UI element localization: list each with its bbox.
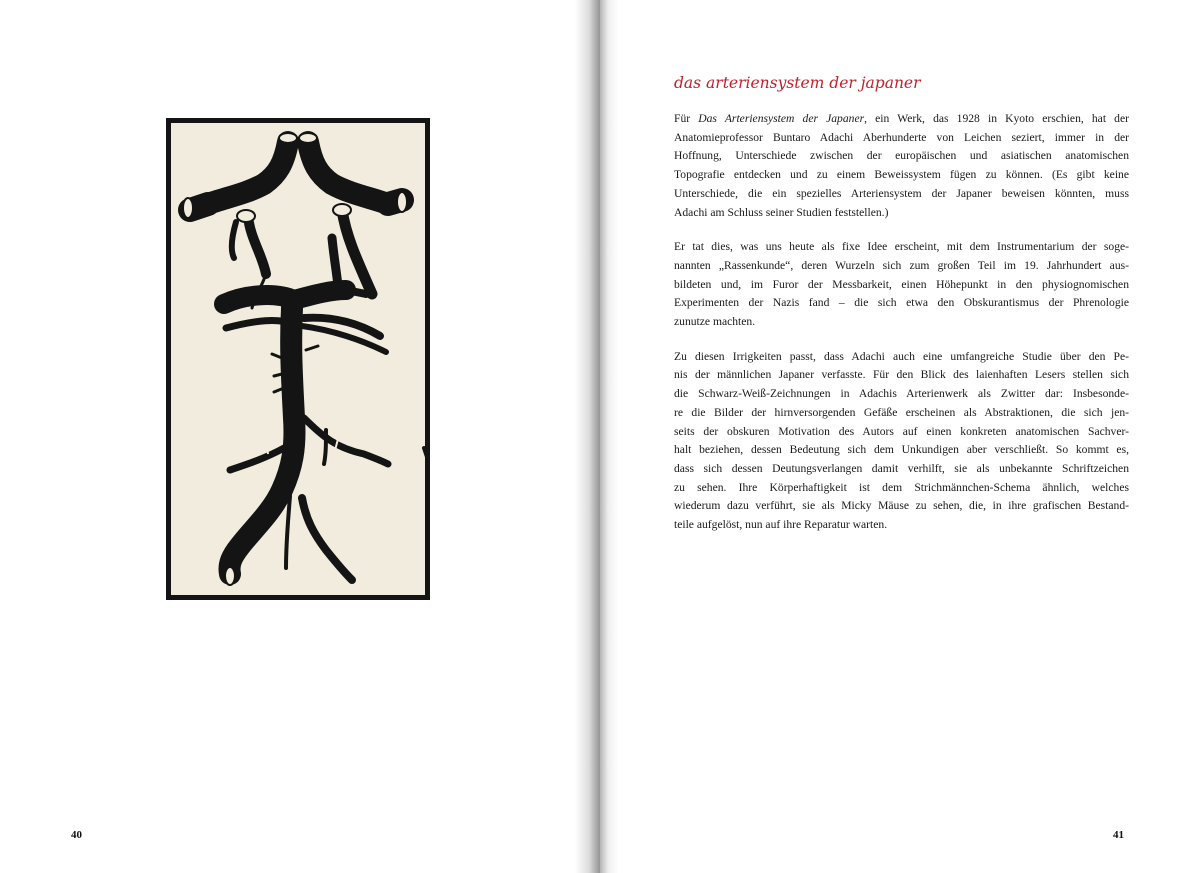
arterial-system-illustration	[166, 118, 430, 600]
text-line: halt beziehen, dessen Bedeutung sich dem Unkundigen aber verschließt. So kommt es,	[674, 443, 1129, 457]
text-line: Anatomieprofessor Buntaro Adachi Aberhunderte von Leichen seziert, immer in der	[674, 130, 1129, 144]
text-line: wiederum dazu verführt, sie als Micky Mäuse zu sehen, die, in ihre grafischen Bestand-	[674, 499, 1129, 513]
text-line: Adachi am Schluss seiner Studien feststellen.)	[674, 205, 889, 219]
page-number-left: 40	[71, 829, 82, 841]
text-line: Er tat dies, was uns heute als fixe Idee erscheint, mit dem Instrumentarium der soge-	[674, 240, 1129, 254]
body-paragraph	[674, 348, 1129, 535]
text-line: re die Bilder der hirnversorgenden Gefäße erscheinen als Abstraktionen, die sich jen-	[674, 405, 1129, 419]
text-line: Topografie entdecken und zu einem Beweissystem fügen zu können. (Es gibt keine	[674, 168, 1129, 182]
text-line: teile aufgelöst, nun auf ihre Reparatur warten.	[674, 518, 888, 532]
text-line: nis der männlichen Japaner verfasste. Für den Blick des laienhaften Lesers stellen sich	[674, 368, 1129, 382]
text-line: seits der obskuren Motivation des Autors auf einen konkreten anatomischen Sachver-	[674, 424, 1129, 438]
gutter-shadow-right	[600, 0, 618, 873]
text-line: zunutze machten.	[674, 315, 756, 329]
text-line: bildeten und, im Furor der Messbarkeit, einen Höhepunkt in den physiognomischen	[674, 277, 1129, 291]
text-line: nannten „Rassenkunde“, deren Wurzeln sich zum großen Teil im 19. Jahrhundert aus-	[674, 258, 1129, 272]
text-line: Hoffnung, Unterschiede zwischen der europäischen und asiatischen anatomischen	[674, 149, 1129, 163]
body-text	[674, 110, 1129, 551]
text-line: dass sich dessen Deutungsverlangen damit verhilft, sie als unbekannte Schriftzeichen	[674, 461, 1129, 475]
chapter-heading: das arteriensystem der japaner	[674, 74, 921, 92]
text-line: Experimenten der Nazis fand – die sich etwa den Obskurantismus der Phrenologie	[674, 296, 1129, 310]
text-line: Für Das Arteriensystem der Japaner, ein Werk, das 1928 in Kyoto erschien, hat der	[674, 112, 1129, 125]
page-number-right: 41	[1113, 829, 1124, 841]
body-paragraph	[674, 110, 1129, 222]
text-line: Unterschiede, die ein spezielles Arteriensystem der Japaner beweisen könnten, muss	[674, 186, 1129, 200]
text-line: Zu diesen Irrigkeiten passt, dass Adachi auch eine umfangreiche Studie über den Pe-	[674, 349, 1129, 363]
text-line: die Schwarz-Weiß-Zeichnungen in Adachis Arterienwerk als Zwitter dar: Insbesonde-	[674, 387, 1129, 401]
text-line: zu sehen. Ihre Körperhaftigkeit ist dem Strichmännchen-Schema ähnlich, welches	[674, 480, 1129, 494]
body-paragraph	[674, 238, 1129, 332]
gutter-shadow-left	[575, 0, 600, 873]
book-title: Das Arteriensystem der Japaner	[698, 112, 865, 125]
artery-drawing-icon	[166, 118, 430, 600]
